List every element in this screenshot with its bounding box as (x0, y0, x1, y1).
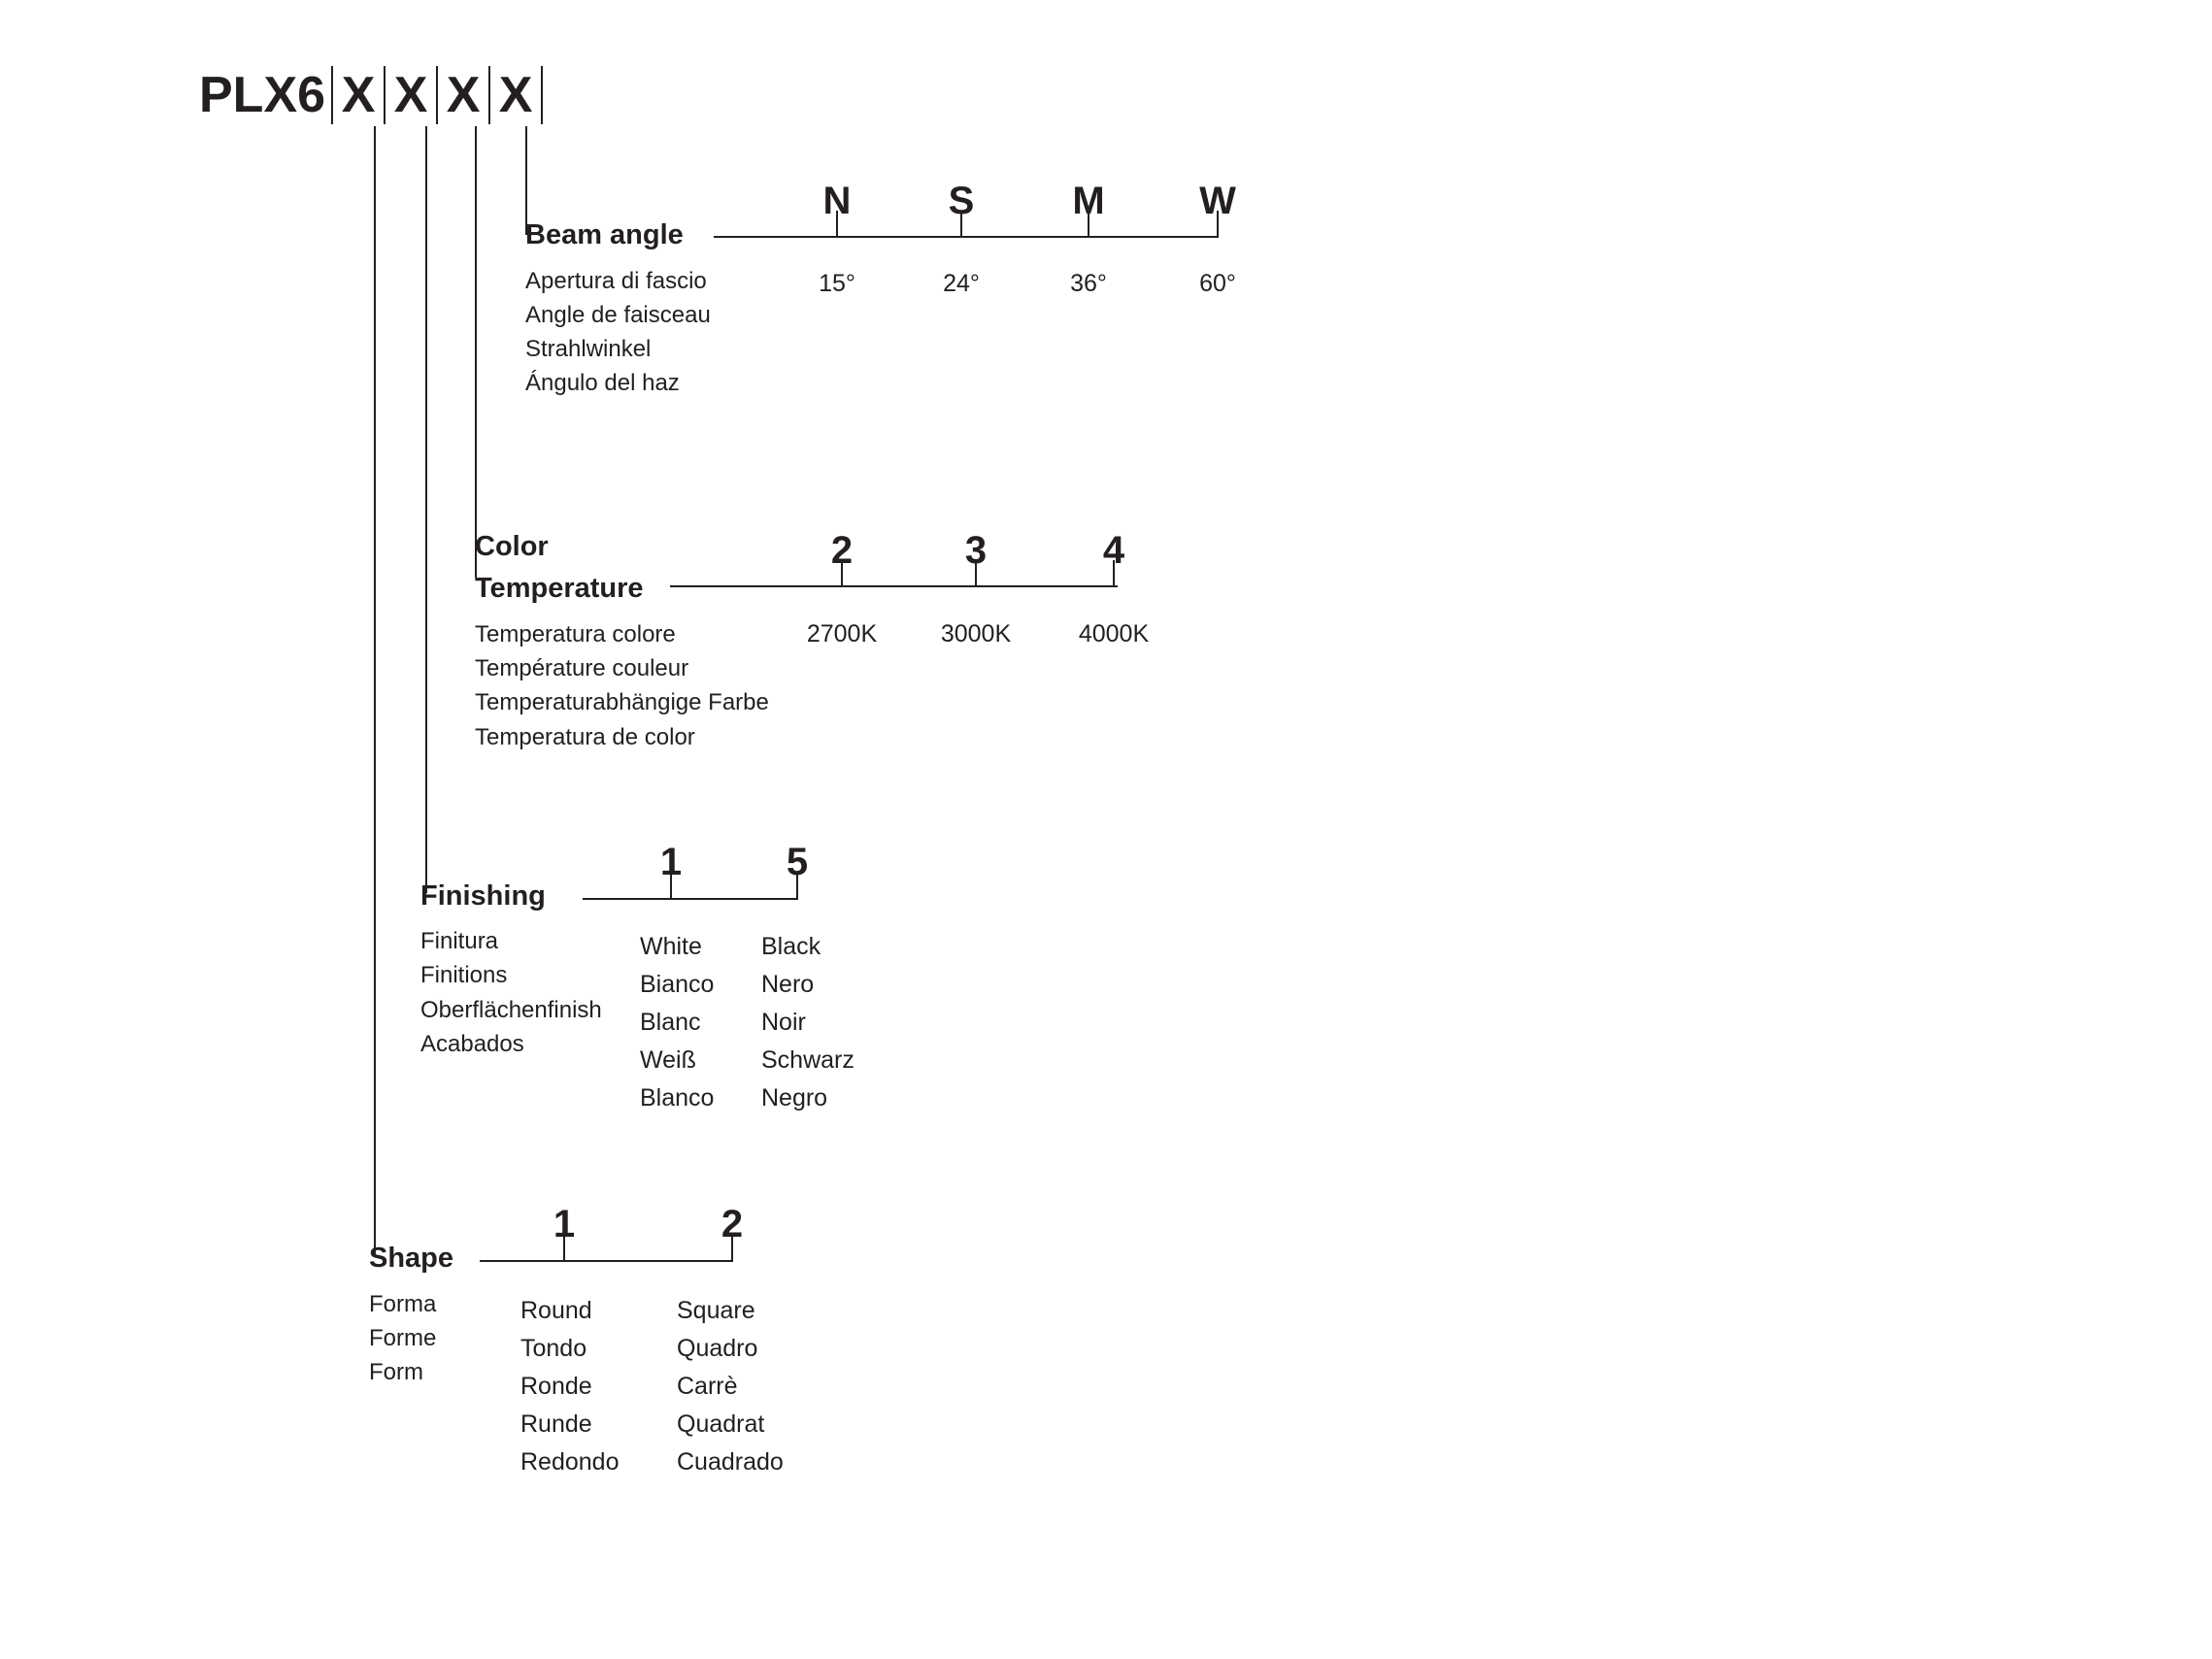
color-temperature-option-value-3: 4000K (1078, 620, 1150, 647)
color-temperature-option-code-3: 4 (1102, 529, 1125, 572)
shape-value-square-es: Cuadrado (677, 1448, 784, 1476)
color-temperature-lang-3: Temperaturabhängige Farbe (475, 689, 769, 715)
finishing-lang-4: Acabados (420, 1031, 524, 1057)
finishing-lang-1: Finitura (420, 928, 499, 954)
beam-angle-title: Beam angle (525, 219, 684, 250)
beam-angle-lang-2: Angle de faisceau (525, 302, 711, 328)
shape-connector (480, 1260, 733, 1262)
shape-title: Shape (369, 1243, 454, 1274)
shape-lang-1: Forma (369, 1291, 437, 1317)
color-temperature-lang-1: Temperatura colore (475, 621, 676, 647)
finishing-value-white-fr: Blanc (640, 1009, 701, 1036)
finishing-value-white-es: Blanco (640, 1084, 715, 1112)
beam-angle-lang-4: Ángulo del haz (525, 370, 680, 396)
shape-value-square-fr: Carrè (677, 1373, 738, 1400)
beam-angle-lang-3: Strahlwinkel (525, 336, 652, 362)
color-temperature-title-line2: Temperature (475, 573, 644, 604)
leader-line-color-temperature (475, 126, 477, 578)
finishing-value-white-de: Weiß (640, 1046, 696, 1074)
finishing-value-white-en: White (640, 933, 702, 960)
beam-angle-option-value-2: 24° (943, 270, 980, 297)
beam-angle-option-code-1: N (822, 180, 852, 222)
color-temperature-connector (670, 585, 1118, 587)
shape-value-round-en: Round (520, 1297, 592, 1324)
shape-value-round-it: Tondo (520, 1335, 587, 1362)
product-code (199, 66, 543, 124)
shape-value-round-es: Redondo (520, 1448, 620, 1476)
shape-lang-3: Form (369, 1359, 423, 1385)
finishing-lang-3: Oberflächenfinish (420, 997, 602, 1023)
color-temperature-lang-2: Température couleur (475, 655, 689, 681)
finishing-value-black-es: Negro (761, 1084, 828, 1112)
finishing-option-code-2: 5 (786, 841, 809, 883)
shape-option-values-1 (520, 1292, 619, 1481)
finishing-value-black-en: Black (761, 933, 821, 960)
finishing-value-black-de: Schwarz (761, 1046, 855, 1074)
code-cell-3: X (436, 66, 490, 124)
shape-value-round-de: Runde (520, 1410, 592, 1438)
beam-angle-lang-1: Apertura di fascio (525, 268, 707, 294)
finishing-option-code-1: 1 (659, 841, 683, 883)
finishing-connector (583, 898, 798, 900)
code-cell-4: X (488, 66, 543, 124)
beam-angle-option-value-4: 60° (1199, 270, 1236, 297)
color-temperature-option-value-2: 3000K (940, 620, 1012, 647)
leader-line-finishing (425, 126, 427, 893)
shape-option-code-2: 2 (721, 1203, 744, 1245)
beam-angle-option-code-3: M (1072, 180, 1105, 222)
finishing-value-white-it: Bianco (640, 971, 715, 998)
code-cell-2: X (384, 66, 438, 124)
leader-line-shape (374, 126, 376, 1255)
color-temperature-option-code-1: 2 (830, 529, 854, 572)
finishing-value-black-fr: Noir (761, 1009, 806, 1036)
beam-angle-option-value-1: 15° (819, 270, 855, 297)
shape-value-square-en: Square (677, 1297, 755, 1324)
finishing-option-values-1 (640, 928, 714, 1117)
beam-angle-option-code-4: W (1199, 180, 1236, 222)
finishing-lang-2: Finitions (420, 962, 508, 988)
code-cell-1: X (331, 66, 385, 124)
finishing-option-values-2 (761, 928, 855, 1117)
beam-angle-option-value-3: 36° (1070, 270, 1107, 297)
shape-value-square-de: Quadrat (677, 1410, 765, 1438)
shape-value-square-it: Quadro (677, 1335, 758, 1362)
beam-angle-connector (714, 236, 1219, 238)
finishing-value-black-it: Nero (761, 971, 815, 998)
color-temperature-option-value-1: 2700K (806, 620, 878, 647)
finishing-title: Finishing (420, 880, 546, 912)
product-code-prefix: PLX6 (199, 67, 326, 123)
color-temperature-option-code-2: 3 (964, 529, 988, 572)
shape-option-values-2 (677, 1292, 784, 1481)
beam-angle-option-code-2: S (948, 180, 975, 222)
shape-value-round-fr: Ronde (520, 1373, 592, 1400)
shape-lang-2: Forme (369, 1325, 437, 1351)
shape-option-code-1: 1 (553, 1203, 576, 1245)
color-temperature-lang-4: Temperatura de color (475, 724, 695, 750)
color-temperature-title-line1: Color (475, 531, 549, 562)
